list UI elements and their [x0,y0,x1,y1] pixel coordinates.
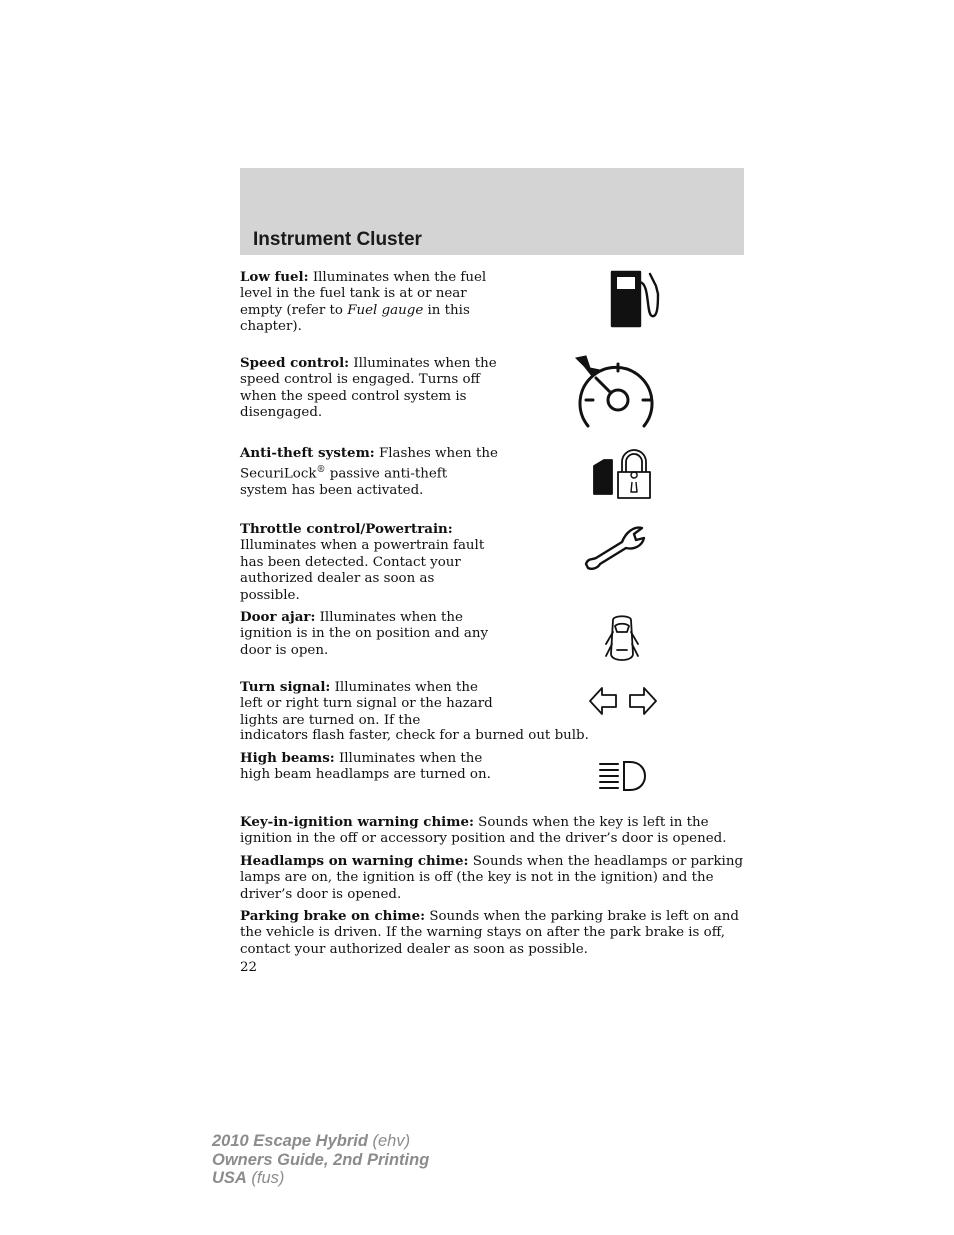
entry-lead: Speed control: [240,355,350,371]
high-beam-icon [598,760,650,792]
entry-high-beams [240,750,498,784]
entry-text: Illuminates when the high beam headlamps are turned on. [240,751,491,783]
entry-text: Illuminates when a powertrain fault has been detected. Contact your authorized dealer as soon as possible. [240,538,485,603]
entry-headlamps-chime [240,853,746,903]
footer-line-guide: Owners Guide, 2nd Printing [212,1150,430,1169]
entry-lead: Turn signal: [240,679,331,695]
entry-text: Sounds when the headlamps or parking lamps are on, the ignition is off (the key is not in the ignition) and the driver’s door is opened. [240,854,744,902]
footer-line-market [212,1169,429,1188]
page-number: 22 [240,960,258,975]
section-title: Instrument Cluster [253,229,422,250]
entry-text: Illuminates when the left or right turn signal or the hazard lights are turned on. If the [240,680,493,728]
document-footer [212,1132,429,1188]
footer-market: USA [212,1169,247,1187]
entry-text: in this chapter). [240,302,470,335]
fuel-pump-icon [608,268,664,330]
footer-line-model [212,1132,429,1151]
footer-model-code: (ehv) [367,1132,411,1150]
wrench-icon [582,522,648,572]
anti-theft-lock-icon [592,446,652,502]
turn-signal-arrows-icon [588,685,658,717]
entry-turn-signal [240,679,498,729]
entry-text: Illuminates when the ignition is in the on position and any door is open. [240,610,489,658]
door-ajar-car-icon [604,612,640,664]
entry-lead: Throttle control/Powertrain: [240,521,453,537]
entry-parking-brake-chime [240,908,746,958]
entry-text: Sounds when the parking brake is left on and the vehicle is driven. If the warning stays on after the park brake is off, contact your authorized dealer as soon as possible. [240,909,739,957]
entry-low-fuel [240,269,498,336]
entry-cross-reference: Fuel gauge [347,302,424,318]
entry-lead: Anti-theft system: [240,445,375,461]
entry-text: indicators flash faster, check for a burned out bulb. [240,728,589,743]
footer-model: 2010 Escape Hybrid [212,1132,368,1150]
section-header-band [240,168,744,255]
entry-text: Illuminates when the speed control is engaged. Turns off when the speed control system is disengaged. [240,356,497,421]
entry-door-ajar [240,609,498,659]
entry-lead: High beams: [240,750,335,766]
entry-lead: Headlamps on warning chime: [240,853,469,869]
entry-text: Sounds when the key is left in the ignition in the off or accessory position and the driver’s door is opened. [240,815,727,847]
entry-speed-control [240,355,498,422]
entry-text: Flashes when the SecuriLock [240,446,498,482]
entry-turn-signal-continued [240,728,660,744]
entry-text: passive anti-theft system has been activated. [240,466,448,499]
entry-lead: Parking brake on chime: [240,908,426,924]
entry-anti-theft [240,445,498,500]
footer-market-code: (fus) [246,1169,285,1187]
registered-mark: ® [316,465,326,476]
entry-lead: Door ajar: [240,609,316,625]
entry-throttle-powertrain [240,521,498,604]
entry-lead: Key-in-ignition warning chime: [240,814,474,830]
entry-text: Illuminates when the fuel level in the fuel tank is at or near empty (refer to [240,270,487,318]
entry-lead: Low fuel: [240,269,309,285]
speed-control-icon [574,354,660,432]
entry-key-in-ignition-chime [240,814,746,848]
